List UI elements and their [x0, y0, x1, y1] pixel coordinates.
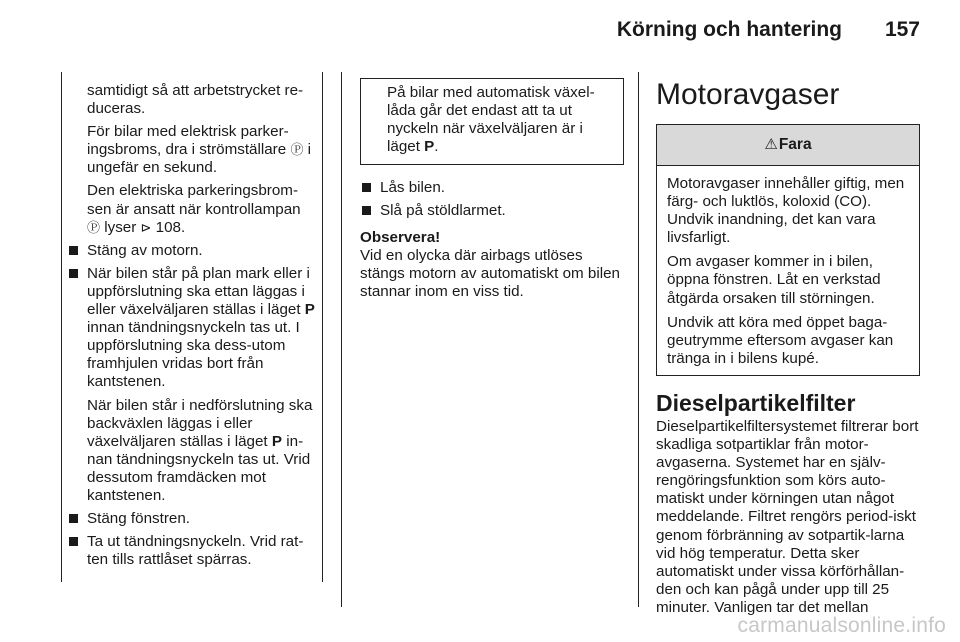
watermark: carmanualsonline.info	[737, 614, 946, 637]
column-rule-left	[61, 72, 62, 582]
section-heading: Motoravgaser	[656, 78, 840, 111]
gear-p: P	[424, 138, 435, 156]
text: När bilen står på plan mark eller i uppförslutning ska ettan läggas i eller växelväljaren ställas i läget	[87, 264, 310, 319]
text: in-nan tändningsnyckeln tas ut. Vrid dessutom framdäcken mot kantstenen.	[87, 432, 311, 504]
bullet-icon	[69, 246, 78, 255]
text: Slå på stöldlarmet.	[380, 202, 506, 220]
column-3	[656, 78, 922, 617]
list-item	[360, 179, 624, 197]
text: När bilen står i nedförslutning ska backväxlen läggas i eller växelväljaren ställas i läget	[87, 396, 313, 450]
list-item	[67, 242, 315, 260]
automatic-gearbox-note	[360, 78, 624, 165]
list-item	[67, 533, 315, 569]
text: Ta ut tändningsnyckeln. Vrid rat-ten tills rattlåset spärras.	[87, 533, 304, 569]
page-ref-icon: ⊳	[140, 219, 152, 235]
text: i ungefär en sekund.	[87, 141, 312, 177]
observation-text: Vid en olycka där airbags utlöses stängs motorn av automatiskt om bilen stannar inom en viss tid.	[360, 246, 620, 300]
page-number: 157	[884, 18, 920, 41]
parking-brake-icon: Ⓟ	[87, 219, 101, 235]
text: Lås bilen.	[380, 179, 446, 197]
text: .	[434, 138, 439, 156]
parking-brake-indicator-paragraph	[67, 182, 315, 236]
danger-paragraph: Undvik att köra med öppet baga-geutrymme eftersom avgaser kan tränga in i bilens kupé.	[667, 313, 894, 367]
danger-title: Fara	[778, 135, 812, 153]
warning-icon: ⚠	[764, 135, 778, 153]
text: lyser	[100, 218, 141, 236]
gear-p: P	[304, 301, 315, 319]
observation-title: Observera!	[360, 228, 441, 246]
parking-brake-paragraph	[67, 123, 315, 177]
continued-text: samtidigt så att arbetstrycket re-duceras.	[87, 82, 304, 118]
subsection-heading: Dieselpartikelfilter	[656, 389, 856, 416]
bullet-icon	[69, 269, 78, 278]
column-2	[360, 78, 624, 301]
chapter-title: Körning och hantering	[616, 18, 842, 41]
text: innan tändningsnyckeln tas ut. I uppförslutning ska dess-utom framhjulen vridas bort från kantstenen.	[87, 319, 300, 391]
text: 108.	[151, 218, 186, 236]
list-item	[360, 202, 624, 220]
danger-body	[657, 166, 919, 375]
column-1	[67, 82, 315, 574]
downhill-paragraph	[67, 397, 315, 506]
text: Stäng av motorn.	[87, 241, 203, 259]
danger-paragraph: Motoravgaser innehåller giftig, men färg- och luktlös, koloxid (CO). Undvik inandning, det kan vara livsfarligt.	[667, 175, 905, 247]
page-header	[0, 18, 960, 58]
text: På bilar med automatisk växel-låda går det endast att ta ut nyckeln när växelväljaren är i läget	[387, 84, 595, 156]
body-text: Dieselpartikelfiltersystemet filtrerar bort skadliga sotpartiklar från motor-avgaserna. Systemet har en själv-rengöringsfunktion som körs auto-matiskt under körningen utan något meddelande. Filtret rengörs period-iskt genom förbränning av sotpartik-larna vid hög temperatur. Detta sker automatiskt under vissa körförhållan-den och kan pågå under upp till 25 minuter. Vanligen tar det mellan	[656, 417, 919, 616]
list-item	[67, 510, 315, 528]
text: För bilar med elektrisk parker-ingsbroms, dra i strömställare	[87, 123, 289, 159]
parking-brake-icon: Ⓟ	[290, 142, 304, 158]
column-rule-mid-a	[322, 72, 323, 582]
danger-header	[657, 125, 919, 166]
bullet-icon	[362, 206, 371, 215]
text: Stäng fönstren.	[87, 510, 191, 528]
list-item	[67, 265, 315, 392]
gear-p: P	[271, 432, 283, 450]
column-rule-mid-b	[341, 72, 342, 607]
danger-paragraph: Om avgaser kommer in i bilen, öppna fönstren. Låt en verkstad åtgärda orsaken till störningen.	[667, 253, 881, 307]
column-rule-right	[638, 72, 639, 607]
text: Den elektriska parkeringsbrom-sen är ansatt när kontrollampan	[87, 182, 301, 218]
bullet-icon	[69, 537, 78, 546]
bullet-icon	[69, 514, 78, 523]
danger-box	[656, 124, 920, 376]
bullet-icon	[362, 183, 371, 192]
